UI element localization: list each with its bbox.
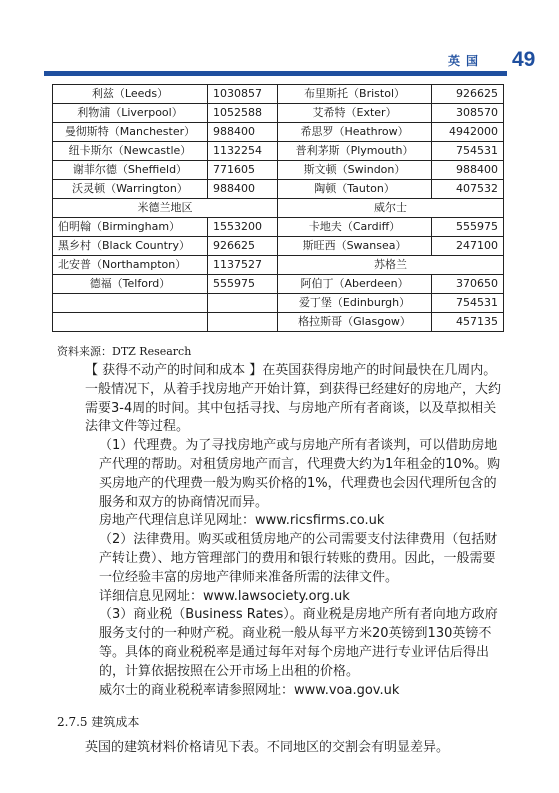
- city-value: 1137527: [207, 256, 277, 275]
- city-name: 北安普（Northampton）: [53, 256, 208, 275]
- table-row: [53, 237, 504, 256]
- city-value: 754531: [431, 294, 503, 313]
- city-value: 457135: [431, 313, 503, 332]
- city-name: 布里斯托（Bristol）: [278, 85, 432, 104]
- city-name: 格拉斯哥（Glasgow）: [278, 313, 432, 332]
- city-value: 555975: [207, 275, 277, 294]
- paragraph-voa-website: 威尔士的商业税税率请参照网址：www.voa.gov.uk: [99, 682, 400, 698]
- paragraph-building-materials: 英国的建筑材料价格请见下表。不同地区的交割会有明显差异。: [85, 740, 450, 755]
- city-name: 斯文顿（Swindon）: [278, 161, 432, 180]
- empty-cell: [207, 313, 277, 332]
- city-value: 988400: [207, 123, 277, 142]
- city-name: 德福（Telford）: [53, 275, 208, 294]
- table-row: [53, 218, 504, 237]
- paragraph-legal-fee: （2）法律费用。购买或租赁房地产的公司需要支付法律费用（包括财产转让费）、地方管理部门的费用和银行转账的费用。因此，一般需要一位经验丰富的房地产律师来准备所需的法律文件。: [99, 532, 498, 585]
- paragraph-agent-fee: （1）代理费。为了寻找房地产或与房地产所有者谈判，可以借助房地产代理的帮助。对租赁房地产而言，代理费大约为1年租金的10%。购买房地产的代理费一般为购买价格的1%，代理费也会因代理所包含的服务和双方的协商情况而异。: [99, 438, 501, 510]
- region-heading: 苏格兰: [278, 256, 504, 275]
- city-value: 926625: [207, 237, 277, 256]
- city-name: 卡地夫（Cardiff）: [278, 218, 432, 237]
- city-value: 754531: [431, 142, 503, 161]
- city-name: 纽卡斯尔（Newcastle）: [53, 142, 208, 161]
- table-row: [53, 142, 504, 161]
- city-name: 斯旺西（Swansea）: [278, 237, 432, 256]
- city-value: 370650: [431, 275, 503, 294]
- paragraph-business-rates: （3）商业税（Business Rates）。商业税是房地产所有者向地方政府服务支付的一种财产税。商业税一般从每平方米20英镑到130英镑不等。具体的商业税税率是通过每年对每个房地产进行专业评估后得出的，计算依据按照在公开市场上出租的价格。: [99, 607, 498, 679]
- region-heading: 威尔士: [278, 199, 504, 218]
- city-name: 黑乡村（Black Country）: [53, 237, 208, 256]
- paragraph-agent-website: 房地产代理信息详见网址：www.ricsfirms.co.uk: [99, 513, 385, 529]
- city-name: 希思罗（Heathrow）: [278, 123, 432, 142]
- city-name: 曼彻斯特（Manchester）: [53, 123, 208, 142]
- city-name: 阿伯丁（Aberdeen）: [278, 275, 432, 294]
- city-value: 555975: [431, 218, 503, 237]
- city-value: 988400: [431, 161, 503, 180]
- table-row: [53, 104, 504, 123]
- city-value: 1553200: [207, 218, 277, 237]
- city-name: 陶顿（Tauton）: [278, 180, 432, 199]
- table-source-note: 资料来源：DTZ Research: [57, 345, 192, 358]
- table-row: [53, 275, 504, 294]
- city-value: 771605: [207, 161, 277, 180]
- city-name: 艾希特（Exter）: [278, 104, 432, 123]
- table-row: [53, 180, 504, 199]
- city-value: 1052588: [207, 104, 277, 123]
- city-value: 988400: [207, 180, 277, 199]
- city-name: 利兹（Leeds）: [53, 85, 208, 104]
- table-row: [53, 313, 504, 332]
- empty-cell: [207, 294, 277, 313]
- header-country: 英国: [448, 54, 485, 68]
- header-rule: [44, 71, 507, 76]
- paragraph-acquisition-time: 【 获得不动产的时间和成本 】在英国获得房地产的时间最快在几周内。一般情况下，从着手找房地产开始计算，到获得已经建好的房地产，大约需要3-4周的时间。其中包括寻找、与房地产所有者商谈，以及草拟相关法律文件等过程。: [85, 363, 502, 435]
- city-name: 普利茅斯（Plymouth）: [278, 142, 432, 161]
- city-value: 407532: [431, 180, 503, 199]
- table-row-region: [53, 199, 504, 218]
- city-value: 247100: [431, 237, 503, 256]
- empty-cell: [53, 313, 208, 332]
- body-text: [85, 362, 505, 700]
- city-value: 308570: [431, 104, 503, 123]
- city-value: 1132254: [207, 142, 277, 161]
- table-row: [53, 123, 504, 142]
- page-number: 49: [512, 48, 536, 71]
- section-heading: 2.7.5 建筑成本: [57, 715, 140, 729]
- table-row: [53, 85, 504, 104]
- city-name: 利物浦（Liverpool）: [53, 104, 208, 123]
- table-row: [53, 161, 504, 180]
- city-price-table: [52, 84, 504, 332]
- city-name: 伯明翰（Birmingham）: [53, 218, 208, 237]
- empty-cell: [53, 294, 208, 313]
- table-row: [53, 256, 504, 275]
- region-heading: 米德兰地区: [53, 199, 278, 218]
- city-name: 沃灵顿（Warrington）: [53, 180, 208, 199]
- city-name: 谢菲尔德（Sheffield）: [53, 161, 208, 180]
- city-value: 926625: [431, 85, 503, 104]
- city-value: 1030857: [207, 85, 277, 104]
- city-value: 4942000: [431, 123, 503, 142]
- table-row: [53, 294, 504, 313]
- paragraph-lawsociety-website: 详细信息见网址：www.lawsociety.org.uk: [99, 588, 350, 604]
- city-name: 爱丁堡（Edinburgh）: [278, 294, 432, 313]
